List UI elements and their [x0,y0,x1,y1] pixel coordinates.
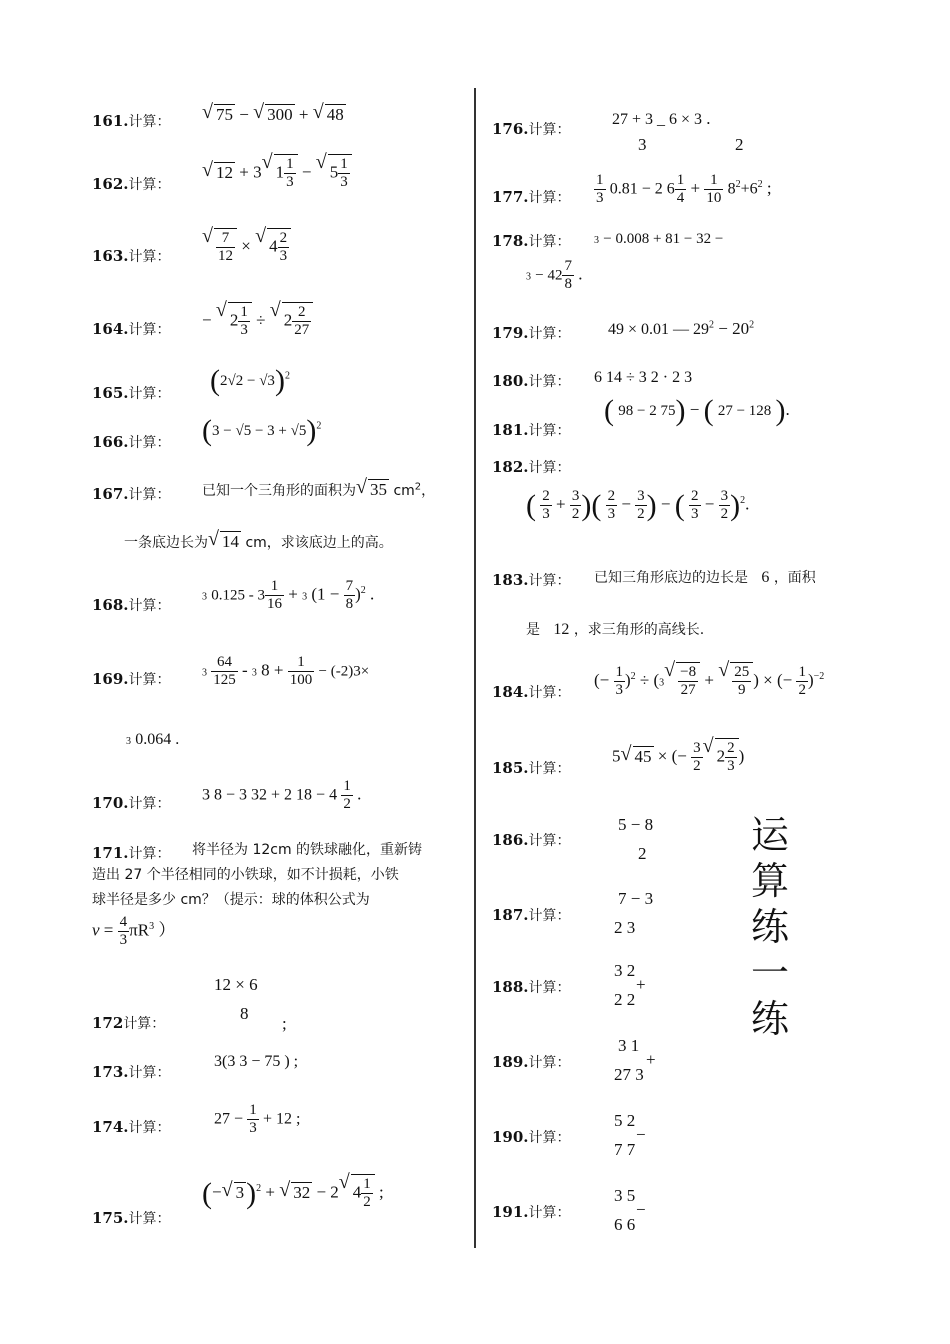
problem-189-denominators: 27 3 [614,1065,644,1084]
problem-171-formula: v = $\frac{4}{3}$ $\pi R^3$ ） [92,914,176,949]
problem-167-label: 167.计算： [92,485,171,503]
problem-185-expression: 5√ 45 × (− $\frac{3}{2}$ √ 2 $\frac{2}{3}$ ) [612,738,744,776]
title-char: 一 [750,951,789,995]
problem-175-label: 175.计算： [92,1209,171,1227]
problem-179-label: 179.计算： [492,324,571,342]
problem-177-expression: $\frac{1}{3}$ 0.81 − 2 6 $\frac{1}{4}$ + $\frac{1}{10}$ $8^2+6^2$ ; [596,172,772,207]
problem-169-label: 169.计算： [92,670,171,688]
problem-190-operator: − [636,1125,646,1144]
problem-172-label: 172计算： [92,1014,166,1032]
problem-176-den-2: 2 [735,135,744,154]
problem-163-expression: √ $\frac{7}{12}$ × √ 4 $\frac{2}{3}$ [202,228,291,266]
problem-167-text-line1: 已知一个三角形的面积为√ 35 $cm^2$， [202,479,435,502]
vertical-title [748,812,792,1042]
problem-181-label: 181.计算： [492,421,571,439]
problem-164-expression: − √ 2 $\frac{1}{3}$ ÷ √ 2 $\frac{2}{27}$ [202,302,313,340]
problem-180-expression: 6 14 ÷ 3 2 · 2 3 [594,369,693,386]
problem-176-numerator: 27 + 3 _ 6 × 3 . [612,109,711,128]
title-char: 算 [750,859,789,903]
problem-171-text-line2: 造出 27 个半径相同的小铁球，如不计损耗，小铁 [92,867,399,883]
problem-191-operator: − [636,1200,646,1219]
problem-175-expression: (−√ 3)$^2$ + √ 32 − 2√ 4 $\frac{1}{2}$ ; [202,1174,384,1212]
problem-186-denominator: 2 [638,844,647,863]
problem-191-label: 191.计算： [492,1203,571,1221]
problem-165-expression: $(2√2 - √3)^2$ [210,364,290,397]
problem-176-label: 176.计算： [492,120,571,138]
problem-169-expression-line2: 3 0.064 . [126,731,180,748]
problem-182-label: 182.计算： [492,458,571,476]
problem-178-label: 178.计算： [492,232,571,250]
problem-173-label: 173.计算： [92,1063,171,1081]
problem-174-label: 174.计算： [92,1118,171,1136]
problem-178-expression-line2: 3 − 42 $\frac{7}{8}$ . [526,258,583,293]
title-char: 练 [750,905,789,949]
problem-174-expression: 27 − $\frac{1}{3}$ + 12 ; [214,1102,301,1137]
problem-191-numerators: 3 5 [614,1186,636,1205]
problem-188-label: 188.计算： [492,978,571,996]
problem-190-label: 190.计算： [492,1128,571,1146]
problem-191-denominators: 6 6 [614,1215,636,1234]
problem-189-label: 189.计算： [492,1053,571,1071]
problem-190-numerators: 5 2 [614,1111,636,1130]
problem-161-expression: √ 75 − √ 300 + √ 48 [202,104,346,123]
problem-165-label: 165.计算： [92,384,171,402]
problem-161-label: 161.计算： [92,112,171,130]
column-divider [474,88,476,1248]
title-char: 运 [750,813,789,857]
problem-180-label: 180.计算： [492,372,571,390]
problem-170-expression: 3 8 − 3 32 + 2 18 − 4 $\frac{1}{2}$ . [202,778,362,813]
problem-181-expression: ( 98 − 2 75) − ( 27 − 128 ). [604,394,790,427]
problem-172-semicolon: ; [282,1014,287,1033]
problem-170-label: 170.计算： [92,794,171,812]
problem-186-numerator: 5 − 8 [618,815,654,834]
problem-190-denominators: 7 7 [614,1140,636,1159]
problem-185-label: 185.计算： [492,759,571,777]
problem-172-denominator: 8 [240,1004,249,1023]
problem-162-expression: √ 12 + 3√ 1 $\frac{1}{3}$ − √ 5 $\frac{1}{3}$ [202,154,352,192]
problem-178-expression: 3 − 0.008 + 81 − 32 − [594,231,724,247]
problem-183-label: 183.计算： [492,571,571,589]
problem-188-numerators: 3 2 [614,961,636,980]
problem-188-denominators: 2 2 [614,990,636,1009]
problem-183-text-line1: 已知三角形底边的边长是 6 ，面积 [594,569,816,586]
problem-183-text-line2: 是 12 ，求三角形的高线长. [526,621,705,638]
problem-184-expression: (− $\frac{1}{3}$ )$^2$ ÷ (3 √ $\frac{-8}{27}$ + √ $\frac{25}{9}$ ) × (− $\frac{1}{2}$ )$^{-2}$ [594,662,824,700]
problem-171-text-line1: 将半径为 12cm 的铁球融化，重新铸 [192,842,423,858]
problem-164-label: 164.计算： [92,320,171,338]
problem-168-label: 168.计算： [92,596,171,614]
problem-189-operator: + [646,1050,656,1069]
problem-169-expression: 3 $\frac{64}{125}$ - 3 8 + $\frac{1}{100}$ − (-2)3× [202,654,370,689]
problem-171-text-line3: 球半径是多少 cm？（提示：球的体积公式为 [92,892,370,908]
problem-163-label: 163.计算： [92,247,171,265]
problem-162-label: 162.计算： [92,175,171,193]
problem-177-label: 177.计算： [492,188,571,206]
problem-176-den-1: 3 [638,135,647,154]
problem-188-operator: + [636,975,646,994]
problem-184-label: 184.计算： [492,683,571,701]
problem-173-expression: 3(3 3 − 75 ) ; [214,1053,299,1070]
problem-186-label: 186.计算： [492,831,571,849]
problem-166-label: 166.计算： [92,433,171,451]
problem-187-denominator: 2 3 [614,918,636,937]
problem-182-expression: ( $\frac{2}{3}$ + $\frac{3}{2}$ )( $\frac{2}{3}$ − $\frac{3}{2}$ ) − ( $\frac{2}{3}$ − $\frac{3}{2}$ )$^2$. [526,488,750,523]
problem-187-label: 187.计算： [492,906,571,924]
title-char: 练 [750,997,789,1041]
problem-179-expression: 49 × 0.01 — $29^2 - 20^2$ [608,319,755,338]
problem-189-numerators: 3 1 [618,1036,640,1055]
problem-166-expression: $(3 - √5 - 3 + √5)^2$ [202,414,322,447]
problem-187-numerator: 7 − 3 [618,889,654,908]
problem-168-expression: 3 0.125 - 3 $\frac{1}{16}$ + 3 (1 − $\frac{7}{8}$ )$^2$ . [202,578,375,613]
problem-167-text-line2: 一条底边长为√ 14 cm，求该底边上的高。 [124,531,393,554]
problem-171-label: 171.计算： [92,844,171,862]
problem-172-numerator: 12 × 6 [214,975,258,994]
